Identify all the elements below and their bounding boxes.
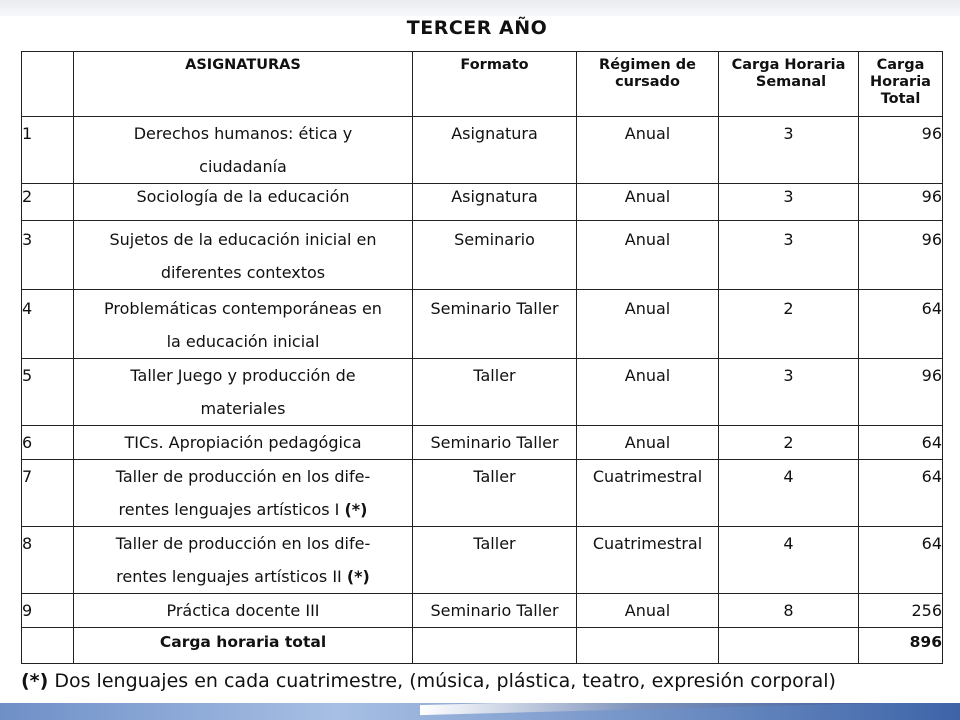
header-regimen: Régimen de cursado [577, 52, 719, 117]
row-number: 5 [22, 359, 74, 426]
subject-cell [74, 117, 413, 184]
table-row [22, 359, 943, 426]
subject-line-2: materiales [200, 399, 286, 418]
carga-total-cell: 64 [859, 290, 943, 359]
subject-line-1: Taller Juego y producción de [130, 366, 356, 385]
carga-total-cell: 64 [859, 460, 943, 527]
formato-cell: Asignatura [413, 117, 577, 184]
carga-semanal-cell: 3 [719, 184, 859, 221]
subject-cell [74, 184, 413, 221]
subject-line-2: rentes lenguajes artísticos II [116, 567, 342, 586]
header-asignaturas: ASIGNATURAS [74, 52, 413, 117]
subject-line-1: Sujetos de la educación inicial en [109, 230, 377, 249]
subject-line-1: Taller de producción en los dife- [115, 467, 371, 486]
subject-line-2: la educación inicial [166, 332, 320, 351]
subject-mark: (*) [346, 567, 370, 586]
carga-total-cell: 96 [859, 184, 943, 221]
regimen-cell: Anual [577, 426, 719, 460]
subject-cell [74, 221, 413, 290]
table-row [22, 460, 943, 527]
carga-semanal-cell: 2 [719, 426, 859, 460]
carga-total-cell: 96 [859, 221, 943, 290]
subject-mark: (*) [344, 500, 368, 519]
formato-cell: Seminario Taller [413, 594, 577, 628]
header-number [22, 52, 74, 117]
subject-line-1: Problemáticas contemporáneas en [104, 299, 382, 318]
subject-line-1: Sociología de la educación [136, 187, 350, 206]
row-number: 2 [22, 184, 74, 221]
table-row [22, 527, 943, 594]
subject-line-1: Taller de producción en los dife- [115, 534, 371, 553]
table-row [22, 290, 943, 359]
carga-semanal-cell: 4 [719, 460, 859, 527]
formato-cell: Seminario Taller [413, 426, 577, 460]
row-number: 1 [22, 117, 74, 184]
total-number-cell [22, 628, 74, 664]
subject-line-1: TICs. Apropiación pedagógica [124, 433, 362, 452]
subject-cell [74, 359, 413, 426]
header-formato: Formato [413, 52, 577, 117]
subject-cell [74, 594, 413, 628]
footnote-mark: (*) [21, 670, 49, 692]
footnote-text: Dos lenguajes en cada cuatrimestre, (música, plástica, teatro, expresión corporal) [54, 670, 836, 692]
total-value: 896 [859, 628, 943, 664]
total-row [22, 628, 943, 664]
subject-cell [74, 290, 413, 359]
total-semanal-cell [719, 628, 859, 664]
formato-cell: Taller [413, 359, 577, 426]
table-row [22, 426, 943, 460]
formato-cell: Asignatura [413, 184, 577, 221]
page-title: TERCER AÑO [406, 17, 548, 39]
footnote [21, 670, 836, 692]
regimen-cell: Anual [577, 184, 719, 221]
subject-line-2: rentes lenguajes artísticos I [118, 500, 340, 519]
row-number: 3 [22, 221, 74, 290]
row-number: 7 [22, 460, 74, 527]
table-header-row [22, 52, 943, 117]
carga-total-cell: 64 [859, 527, 943, 594]
formato-cell: Seminario Taller [413, 290, 577, 359]
table-row [22, 117, 943, 184]
carga-semanal-cell: 2 [719, 290, 859, 359]
bottom-decoration [0, 696, 960, 720]
row-number: 8 [22, 527, 74, 594]
total-formato-cell [413, 628, 577, 664]
subject-line-2: diferentes contextos [160, 263, 326, 282]
carga-semanal-cell: 3 [719, 221, 859, 290]
total-regimen-cell [577, 628, 719, 664]
formato-cell: Seminario [413, 221, 577, 290]
carga-semanal-cell: 4 [719, 527, 859, 594]
subject-cell [74, 460, 413, 527]
curriculum-table [21, 51, 943, 664]
subject-line-1: Derechos humanos: ética y [133, 124, 353, 143]
regimen-cell: Anual [577, 117, 719, 184]
carga-semanal-cell: 3 [719, 359, 859, 426]
regimen-cell: Anual [577, 359, 719, 426]
carga-total-cell: 96 [859, 359, 943, 426]
formato-cell: Taller [413, 527, 577, 594]
table-row [22, 594, 943, 628]
table-row [22, 221, 943, 290]
table-row [22, 184, 943, 221]
formato-cell: Taller [413, 460, 577, 527]
header-carga-semanal: Carga Horaria Semanal [719, 52, 859, 117]
subject-line-1: Práctica docente III [166, 601, 320, 620]
carga-total-cell: 256 [859, 594, 943, 628]
regimen-cell: Anual [577, 594, 719, 628]
regimen-cell: Anual [577, 290, 719, 359]
regimen-cell: Cuatrimestral [577, 527, 719, 594]
subject-cell [74, 426, 413, 460]
carga-semanal-cell: 3 [719, 117, 859, 184]
row-number: 6 [22, 426, 74, 460]
regimen-cell: Anual [577, 221, 719, 290]
row-number: 9 [22, 594, 74, 628]
carga-semanal-cell: 8 [719, 594, 859, 628]
regimen-cell: Cuatrimestral [577, 460, 719, 527]
total-label: Carga horaria total [74, 628, 413, 664]
header-carga-total: Carga Horaria Total [859, 52, 943, 117]
top-band [0, 0, 960, 16]
carga-total-cell: 96 [859, 117, 943, 184]
subject-line-2: ciudadanía [199, 157, 287, 176]
carga-total-cell: 64 [859, 426, 943, 460]
subject-cell [74, 527, 413, 594]
row-number: 4 [22, 290, 74, 359]
